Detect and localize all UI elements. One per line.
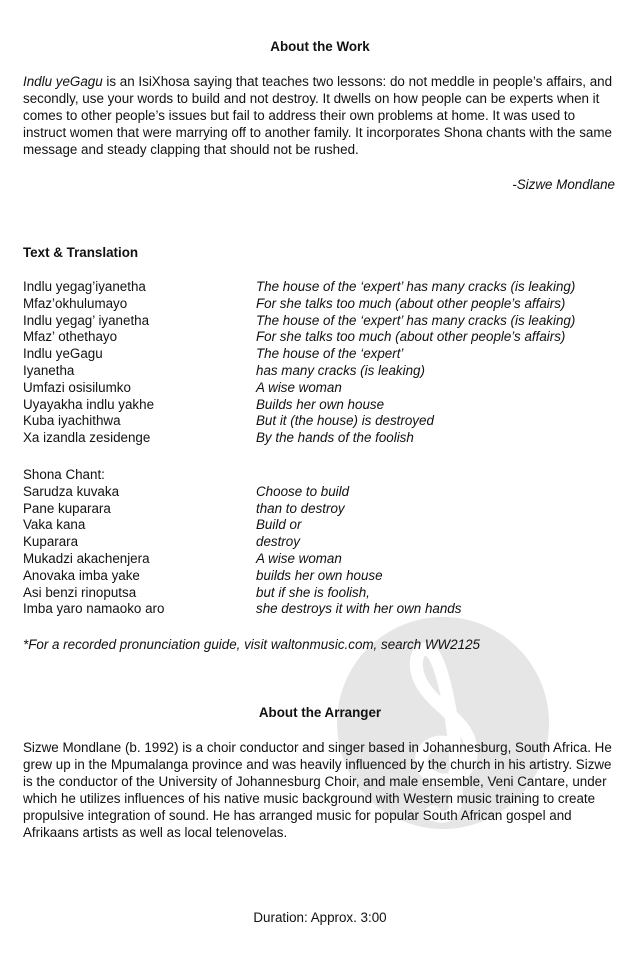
lyric-original: Anovaka imba yake <box>23 567 140 583</box>
lyric-original: Indlu yeGagu <box>23 346 103 362</box>
lyric-original: Kuparara <box>23 534 79 550</box>
about-arranger-heading: About the Arranger <box>258 705 382 720</box>
lyric-original: Xa izandla zesidenge <box>23 430 151 446</box>
pronunciation-note: *For a recorded pronunciation guide, visit waltonmusic.com, search WW2125 <box>23 637 480 652</box>
lyric-original: Mukadzi akachenjera <box>23 550 150 566</box>
lyric-row <box>23 379 623 396</box>
lyric-translation: The house of the ‘expert’ <box>256 346 404 362</box>
lyric-row <box>23 483 623 500</box>
text-translation-heading: Text & Translation <box>23 245 139 260</box>
lyric-translation: The house of the ‘expert’ has many cracks (is leaking) <box>256 312 576 328</box>
lyric-original: Asi benzi rinoputsa <box>23 584 137 600</box>
lyric-translation: builds her own house <box>256 567 383 583</box>
about-work-heading: About the Work <box>270 39 370 54</box>
lyric-original: Imba yaro namaoko aro <box>23 601 165 617</box>
lyric-row <box>23 312 623 329</box>
lyric-translation: Build or <box>256 517 302 533</box>
lyric-original: Indlu yegag’ iyanetha <box>23 312 150 328</box>
lyric-row <box>23 550 623 567</box>
lyric-original: Uyayakha indlu yakhe <box>23 396 155 412</box>
lyric-row <box>23 328 623 345</box>
lyric-original: Vaka kana <box>23 517 86 533</box>
lyric-original: Umfazi osisilumko <box>23 379 131 395</box>
lyric-original: Mfaz’ othethayo <box>23 329 118 345</box>
about-work-paragraph <box>23 73 621 158</box>
composer-signature: -Sizwe Mondlane <box>512 177 615 192</box>
lyric-translation: By the hands of the foolish <box>256 430 414 446</box>
xhosa-text-block <box>23 278 623 446</box>
lyric-row <box>23 278 623 295</box>
lyric-translation: But it (the house) is destroyed <box>256 413 434 429</box>
lyric-original: Pane kuparara <box>23 500 111 516</box>
lyric-row <box>23 362 623 379</box>
about-arranger-paragraph: Sizwe Mondlane (b. 1992) is a choir conductor and singer based in Johannesburg, South Africa. He grew up in the Mpumalanga province and was heavily influenced by the church in his artistry. Sizwe is the conductor of the University of Johannesburg Choir, and male ensemble, Veni Cantare, under which he utilizes influences of his native music background with Western music training to create propulsive integration of sound. He has arranged music for popular South African gospel and Afrikaans artists as well as local telenovelas. <box>23 740 612 840</box>
lyric-original: Sarudza kuvaka <box>23 483 120 499</box>
lyric-row <box>23 429 623 446</box>
lyric-translation: has many cracks (is leaking) <box>256 362 425 378</box>
lyric-translation: than to destroy <box>256 500 345 516</box>
about-work-body: is an IsiXhosa saying that teaches two lessons: do not meddle in people’s affairs, and secondly, use your words to build and not destroy. It dwells on how people can be experts when it comes to other people’s issues but fail to address their own problems at home. It was used to instruct women that were marrying off to another family. It incorporates Shona chants with the same message and steady clapping that should not be rushed. <box>23 74 613 157</box>
lyric-translation: Builds her own house <box>256 396 385 412</box>
duration-text: Duration: Approx. 3:00 <box>253 910 387 925</box>
lyric-translation: For she talks too much (about other people’s affairs) <box>256 329 566 345</box>
lyric-row <box>23 516 623 533</box>
shona-text-block <box>23 466 623 617</box>
work-title: Indlu yeGagu <box>23 74 103 89</box>
lyric-row <box>23 533 623 550</box>
lyric-row <box>23 295 623 312</box>
lyric-original: Indlu yegag’iyanetha <box>23 279 146 294</box>
lyric-row <box>23 567 623 584</box>
lyric-translation: Choose to build <box>256 483 350 499</box>
lyric-original: Kuba iyachithwa <box>23 413 121 429</box>
lyric-translation: destroy <box>256 534 300 550</box>
shona-chant-label: Shona Chant: <box>23 467 105 482</box>
lyric-row <box>23 584 623 601</box>
lyric-row <box>23 600 623 617</box>
lyric-row <box>23 412 623 429</box>
lyric-original: Iyanetha <box>23 362 75 378</box>
lyric-translation: The house of the ‘expert’ has many cracks (is leaking) <box>256 279 576 294</box>
lyric-original: Mfaz’okhulumayo <box>23 295 128 311</box>
lyric-translation: A wise woman <box>256 550 342 566</box>
lyric-translation: she destroys it with her own hands <box>256 601 462 617</box>
lyric-translation: but if she is foolish, <box>256 584 370 600</box>
lyric-translation: A wise woman <box>256 379 342 395</box>
lyric-row <box>23 396 623 413</box>
lyric-row <box>23 500 623 517</box>
lyric-translation: For she talks too much (about other people’s affairs) <box>256 295 566 311</box>
lyric-row <box>23 345 623 362</box>
